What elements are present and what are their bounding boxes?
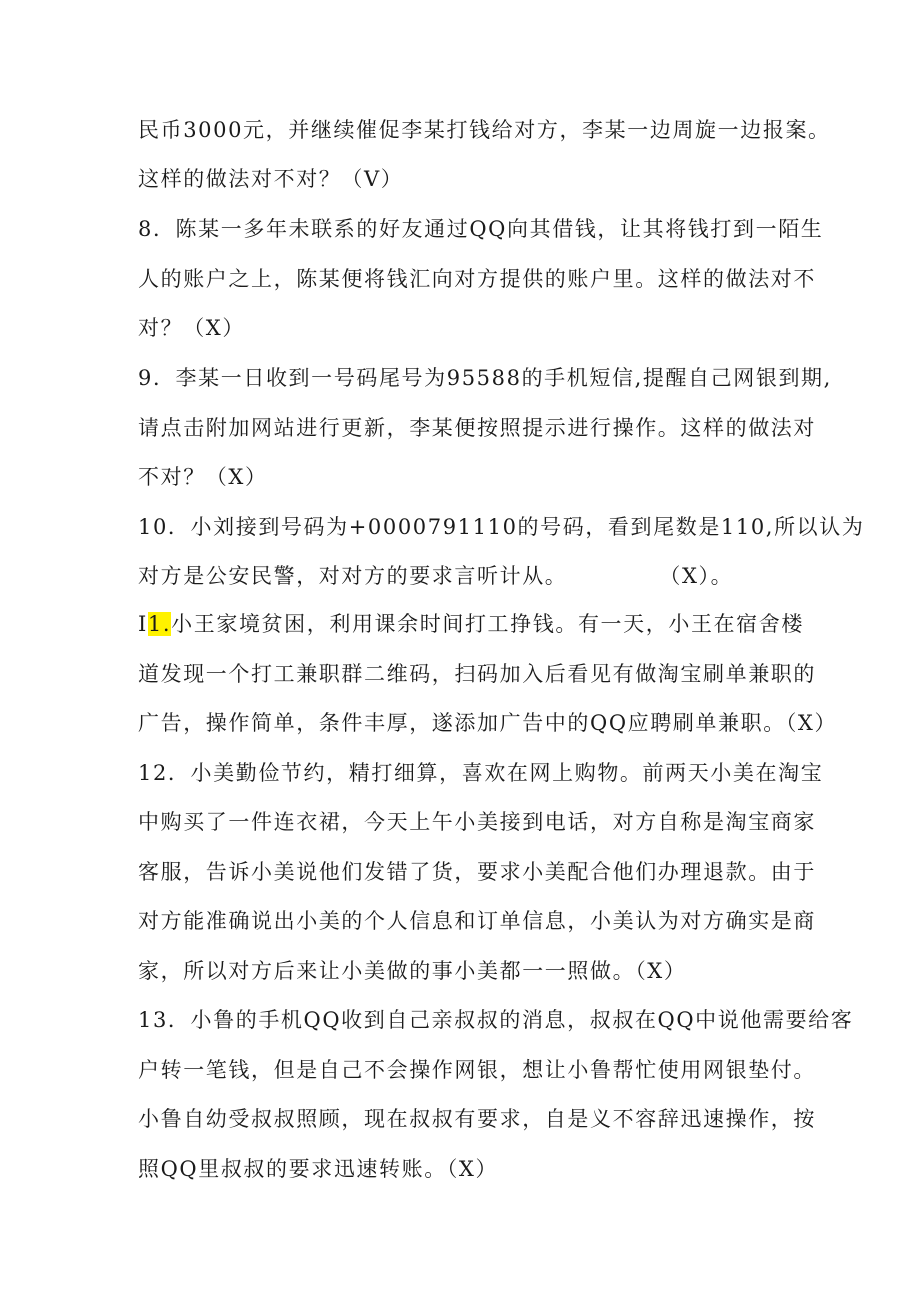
- line-11-prefix: I: [138, 612, 148, 636]
- text-line-4: 人的账户之上，陈某便将钱汇向对方提供的账户里。这样的做法对不: [138, 267, 816, 291]
- text-line-18: 家，所以对方后来让小美做的事小美都一一照做。（X）: [138, 959, 687, 983]
- text-line-7: 请点击附加网站进行更新，李某便按照提示进行操作。这样的做法对: [138, 416, 816, 440]
- text-line-17: 对方能准确说出小美的个人信息和订单信息，小美认为对方确实是商: [138, 909, 816, 933]
- text-line-2: 这样的做法对不对？（V）: [138, 167, 404, 191]
- text-line-12: 道发现一个打工兼职群二维码，扫码加入后看见有做淘宝刷单兼职的: [138, 662, 816, 686]
- text-line-8: 不对？（X）: [138, 465, 268, 489]
- text-line-21: 小鲁自幼受叔叔照顾，现在叔叔有要求，自是义不容辞迅速操作，按: [138, 1107, 816, 1131]
- highlighted-number: 1.: [147, 612, 172, 636]
- text-line-11: [138, 606, 804, 642]
- line-11-rest: 小王家境贫困，利用课余时间打工挣钱。有一天，小王在宿舍楼: [171, 612, 804, 636]
- text-line-6: 9．李某一日收到一号码尾号为95588的手机短信,提醒自己网银到期,: [138, 366, 832, 390]
- text-line-9: 10．小刘接到号码为+0000791110的号码，看到尾数是110,所以认为: [138, 515, 865, 539]
- text-line-16: 客服，告诉小美说他们发错了货，要求小美配合他们办理退款。由于: [138, 860, 816, 884]
- text-line-3: 8．陈某一多年未联系的好友通过QQ向其借钱，让其将钱打到一陌生: [138, 217, 824, 241]
- text-line-5: 对？（X）: [138, 316, 245, 340]
- text-line-14: 12．小美勤俭节约，精打细算，喜欢在网上购物。前两天小美在淘宝: [138, 761, 824, 785]
- text-line-19: 13．小鲁的手机QQ收到自己亲叔叔的消息，叔叔在QQ中说他需要给客: [138, 1008, 854, 1032]
- text-line-1: 民币3000元，并继续催促李某打钱给对方，李某一边周旋一边报案。: [138, 118, 831, 142]
- text-line-10: 对方是公安民警，对对方的要求言听计从。 （X）。: [138, 564, 734, 588]
- text-line-13: 广告，操作简单，条件丰厚，遂添加广告中的QQ应聘刷单兼职。（X）: [138, 711, 838, 735]
- text-line-22: 照QQ里叔叔的要求迅速转账。（X）: [138, 1157, 499, 1181]
- text-line-15: 中购买了一件连衣裙，今天上午小美接到电话，对方自称是淘宝商家: [138, 810, 816, 834]
- text-line-20: 户转一笔钱，但是自己不会操作网银，想让小鲁帮忙使用网银垫付。: [138, 1058, 816, 1082]
